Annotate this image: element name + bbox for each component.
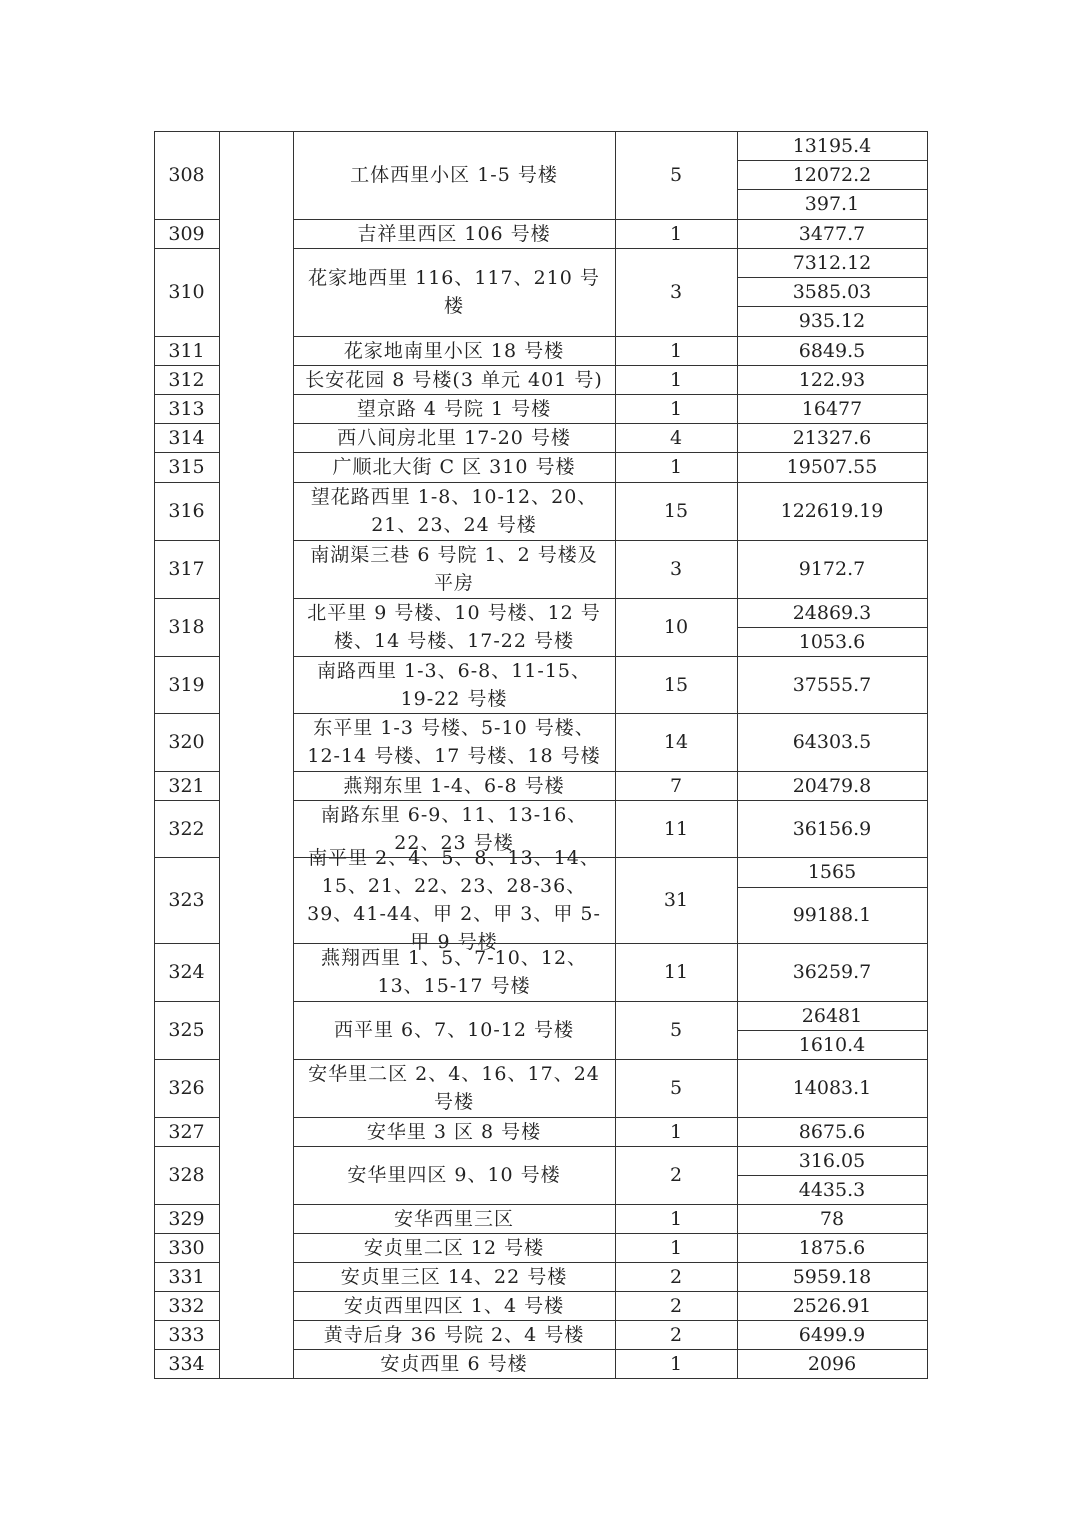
area-value-text: 6499.9	[798, 1323, 866, 1346]
community-name-text: 安贞里三区 14、22 号楼	[340, 1265, 568, 1288]
area-value-text: 9172.7	[798, 558, 866, 580]
building-count-text: 1	[669, 397, 683, 420]
row-number	[154, 713, 220, 772]
area-value	[737, 887, 928, 944]
community-name-text: 燕翔西里 1、5、7-10、12、13、15-17 号楼	[320, 947, 588, 997]
row-number	[154, 1059, 220, 1118]
building-count-text: 2	[669, 1294, 683, 1317]
building-count	[615, 857, 738, 944]
community-name-text: 花家地西里 116、117、210 号楼	[308, 267, 600, 317]
building-count-text: 14	[663, 731, 689, 753]
building-count	[615, 1001, 738, 1060]
area-value	[737, 1291, 928, 1321]
row-number	[154, 1320, 220, 1350]
area-value-text: 2526.91	[792, 1294, 872, 1317]
building-count	[615, 713, 738, 772]
building-count	[615, 1146, 738, 1205]
area-value	[737, 423, 928, 453]
building-count-text: 1	[669, 1207, 683, 1230]
row-number-text: 323	[168, 889, 205, 911]
building-count	[615, 1233, 738, 1263]
area-value	[737, 1001, 928, 1031]
building-count-text: 1	[669, 1120, 683, 1143]
building-count	[615, 423, 738, 453]
community-name	[293, 365, 616, 395]
row-number	[154, 1233, 220, 1263]
area-value	[737, 656, 928, 714]
area-value-text: 122.93	[798, 368, 866, 391]
row-number-text: 316	[168, 500, 205, 522]
area-value	[737, 1204, 928, 1234]
area-value-text: 21327.6	[792, 426, 872, 449]
community-name	[293, 656, 616, 714]
row-number	[154, 1204, 220, 1234]
row-number-text: 317	[168, 558, 205, 580]
area-value-text: 13195.4	[792, 134, 872, 157]
community-name	[293, 394, 616, 424]
community-name-text: 花家地南里小区 18 号楼	[343, 339, 565, 362]
community-name	[293, 1233, 616, 1263]
community-name	[293, 540, 616, 599]
building-count-text: 31	[663, 889, 689, 911]
community-name-text: 南湖渠三巷 6 号院 1、2 号楼及平房	[310, 544, 598, 594]
area-value-text: 16477	[801, 397, 863, 420]
community-name	[293, 771, 616, 801]
row-number-text: 310	[168, 281, 205, 303]
area-value	[737, 771, 928, 801]
area-value-text: 8675.6	[798, 1120, 866, 1143]
row-number-text: 319	[168, 673, 205, 696]
area-value-text: 7312.12	[792, 251, 872, 274]
row-number-text: 326	[168, 1077, 205, 1099]
area-value-text: 14083.1	[792, 1077, 872, 1099]
building-count	[615, 598, 738, 657]
area-value	[737, 248, 928, 278]
row-number	[154, 1117, 220, 1147]
building-count	[615, 482, 738, 541]
row-number-text: 327	[168, 1120, 205, 1143]
row-number-text: 328	[168, 1164, 205, 1186]
community-name-text: 南平里 2、4、5、8、13、14、15、21、22、23、28-36、39、41-44、甲 2、甲 3、甲 5-甲 9 号楼	[307, 847, 601, 953]
row-number	[154, 365, 220, 395]
community-name	[293, 1349, 616, 1379]
building-count	[615, 771, 738, 801]
area-value	[737, 219, 928, 249]
row-number	[154, 540, 220, 599]
row-number-text: 314	[168, 426, 205, 449]
row-number-text: 308	[168, 164, 205, 186]
community-name	[293, 131, 616, 220]
building-count	[615, 1349, 738, 1379]
area-value	[737, 1175, 928, 1205]
area-value	[737, 943, 928, 1002]
area-value-text: 3477.7	[798, 222, 866, 245]
building-count-text: 2	[669, 1323, 683, 1346]
area-value-text: 20479.8	[792, 774, 872, 797]
row-number-text: 311	[168, 339, 205, 362]
community-name	[293, 1059, 616, 1118]
building-count	[615, 1059, 738, 1118]
building-count-text: 3	[669, 558, 683, 580]
community-name-text: 安华里二区 2、4、16、17、24 号楼	[308, 1063, 600, 1113]
area-value	[737, 1117, 928, 1147]
community-name-text: 北平里 9 号楼、10 号楼、12 号楼、14 号楼、17-22 号楼	[307, 602, 601, 652]
building-count	[615, 1204, 738, 1234]
building-count	[615, 943, 738, 1002]
row-number	[154, 1001, 220, 1060]
area-value	[737, 540, 928, 599]
area-value	[737, 1233, 928, 1263]
community-name	[293, 943, 616, 1002]
area-value	[737, 452, 928, 483]
row-number	[154, 423, 220, 453]
community-name-text: 南路东里 6-9、11、13-16、22、23 号楼	[320, 803, 588, 854]
row-number-text: 324	[168, 961, 205, 983]
area-value-text: 6849.5	[798, 339, 866, 362]
row-number-text: 331	[168, 1265, 205, 1288]
building-count	[615, 394, 738, 424]
building-count	[615, 131, 738, 220]
community-name-text: 安华里四区 9、10 号楼	[347, 1164, 561, 1186]
building-count-text: 7	[669, 774, 683, 797]
building-count	[615, 540, 738, 599]
community-name-text: 广顺北大街 C 区 310 号楼	[332, 456, 576, 478]
community-name-text: 安华里 3 区 8 号楼	[366, 1120, 542, 1143]
area-value-text: 26481	[801, 1004, 863, 1027]
community-name	[293, 452, 616, 483]
row-number	[154, 394, 220, 424]
area-value-text: 19507.55	[786, 456, 878, 478]
area-value	[737, 857, 928, 888]
row-number	[154, 482, 220, 541]
area-value-text: 4435.3	[798, 1178, 866, 1201]
building-count-text: 1	[669, 456, 683, 478]
row-number	[154, 857, 220, 944]
area-value-text: 2096	[807, 1352, 857, 1375]
area-value-text: 1053.6	[798, 630, 866, 653]
area-value-text: 316.05	[798, 1149, 866, 1172]
building-count-text: 3	[669, 281, 683, 303]
row-number	[154, 336, 220, 366]
row-number-text: 321	[168, 774, 205, 797]
community-name	[293, 1291, 616, 1321]
building-count-text: 2	[669, 1265, 683, 1288]
building-count-text: 2	[669, 1164, 683, 1186]
area-value	[737, 1349, 928, 1379]
row-number	[154, 943, 220, 1002]
row-number	[154, 771, 220, 801]
building-count	[615, 800, 738, 858]
row-number	[154, 800, 220, 858]
area-value-text: 78	[819, 1207, 845, 1230]
row-number-text: 309	[168, 222, 205, 245]
area-value	[737, 160, 928, 190]
community-name-text: 安贞西里 6 号楼	[380, 1352, 528, 1375]
area-value-text: 397.1	[804, 193, 860, 215]
row-number	[154, 219, 220, 249]
row-number-text: 325	[168, 1019, 205, 1041]
area-value-text: 935.12	[798, 310, 866, 332]
area-value	[737, 1059, 928, 1118]
building-count-text: 1	[669, 1352, 683, 1375]
community-name-text: 安华西里三区	[393, 1207, 514, 1230]
community-name	[293, 713, 616, 772]
row-number-text: 320	[168, 731, 205, 753]
community-name-text: 安贞西里四区 1、4 号楼	[343, 1294, 565, 1317]
row-number	[154, 1262, 220, 1292]
building-count-text: 1	[669, 339, 683, 362]
row-number	[154, 598, 220, 657]
area-value-text: 12072.2	[792, 163, 872, 186]
building-count-text: 1	[669, 1236, 683, 1259]
community-name	[293, 219, 616, 249]
community-name-text: 西平里 6、7、10-12 号楼	[333, 1019, 575, 1041]
building-count	[615, 219, 738, 249]
row-number	[154, 1146, 220, 1205]
building-count	[615, 248, 738, 337]
area-value	[737, 394, 928, 424]
building-count	[615, 1117, 738, 1147]
building-count-text: 5	[669, 164, 683, 186]
building-count	[615, 1291, 738, 1321]
community-name-text: 黄寺后身 36 号院 2、4 号楼	[323, 1323, 585, 1346]
area-value-text: 3585.03	[792, 280, 872, 303]
area-value	[737, 306, 928, 337]
community-name	[293, 1001, 616, 1060]
area-value	[737, 189, 928, 220]
community-name-text: 东平里 1-3 号楼、5-10 号楼、12-14 号楼、17 号楼、18 号楼	[307, 717, 601, 767]
building-count-text: 10	[663, 616, 689, 638]
community-name-text: 南路西里 1-3、6-8、11-15、19-22 号楼	[316, 659, 591, 710]
area-value-text: 37555.7	[792, 673, 872, 696]
row-number-text: 333	[168, 1323, 205, 1346]
area-value	[737, 1146, 928, 1176]
community-name	[293, 847, 616, 953]
area-value-text: 36156.9	[792, 817, 872, 840]
community-name	[293, 482, 616, 541]
community-name	[293, 423, 616, 453]
area-value-text: 5959.18	[792, 1265, 872, 1288]
row-number	[154, 452, 220, 483]
community-name	[293, 1204, 616, 1234]
community-name	[293, 1262, 616, 1292]
area-value-text: 122619.19	[780, 500, 884, 522]
area-value	[737, 1320, 928, 1350]
row-number	[154, 1349, 220, 1379]
area-value	[737, 1030, 928, 1060]
building-count	[615, 336, 738, 366]
building-count-text: 1	[669, 222, 683, 245]
building-count-text: 11	[663, 817, 689, 840]
community-name	[293, 1117, 616, 1147]
community-name	[293, 1146, 616, 1205]
building-count	[615, 1320, 738, 1350]
row-number-text: 315	[168, 456, 205, 478]
row-number-text: 322	[168, 817, 205, 840]
area-value	[737, 627, 928, 657]
area-value	[737, 365, 928, 395]
row-number-text: 313	[168, 397, 205, 420]
building-count-text: 5	[669, 1077, 683, 1099]
area-value-text: 1610.4	[798, 1033, 866, 1056]
row-number	[154, 656, 220, 714]
area-value	[737, 598, 928, 628]
area-value	[737, 1262, 928, 1292]
row-number	[154, 1291, 220, 1321]
community-name-text: 燕翔东里 1-4、6-8 号楼	[343, 774, 565, 797]
building-count-text: 5	[669, 1019, 683, 1041]
row-number-text: 334	[168, 1352, 205, 1375]
row-number-text: 332	[168, 1294, 205, 1317]
building-count	[615, 452, 738, 483]
community-name-text: 吉祥里西区 106 号楼	[357, 222, 551, 245]
row-number-text: 330	[168, 1236, 205, 1259]
area-value	[737, 800, 928, 858]
row-number-text: 318	[168, 616, 205, 638]
building-count-text: 4	[669, 426, 683, 449]
building-count-text: 1	[669, 368, 683, 391]
community-name-text: 工体西里小区 1-5 号楼	[350, 164, 558, 186]
area-value-text: 99188.1	[792, 904, 872, 926]
community-name-text: 西八间房北里 17-20 号楼	[337, 426, 571, 449]
area-value	[737, 336, 928, 366]
row-number	[154, 248, 220, 337]
building-count	[615, 365, 738, 395]
community-name	[293, 248, 616, 337]
row-number-text: 329	[168, 1207, 205, 1230]
community-name-text: 望花路西里 1-8、10-12、20、21、23、24 号楼	[310, 486, 598, 536]
area-value-text: 1875.6	[798, 1236, 866, 1259]
area-value-text: 24869.3	[792, 601, 872, 624]
community-name	[293, 336, 616, 366]
area-value-text: 1565	[807, 861, 857, 883]
community-name-text: 长安花园 8 号楼(3 单元 401 号)	[305, 368, 603, 391]
row-number	[154, 131, 220, 220]
row-number-text: 312	[168, 368, 205, 391]
area-value-text: 36259.7	[792, 961, 872, 983]
building-count	[615, 656, 738, 714]
community-name-text: 望京路 4 号院 1 号楼	[356, 397, 552, 420]
building-count-text: 15	[663, 673, 689, 696]
community-name-text: 安贞里二区 12 号楼	[363, 1236, 545, 1259]
area-value	[737, 482, 928, 541]
building-count-text: 15	[663, 500, 689, 522]
area-value	[737, 277, 928, 307]
area-value-text: 64303.5	[792, 731, 872, 753]
area-value	[737, 713, 928, 772]
building-count-text: 11	[663, 961, 689, 983]
building-count	[615, 1262, 738, 1292]
area-value	[737, 131, 928, 161]
community-name	[293, 1320, 616, 1350]
merged-district-cell	[219, 131, 294, 1379]
community-name	[293, 598, 616, 657]
